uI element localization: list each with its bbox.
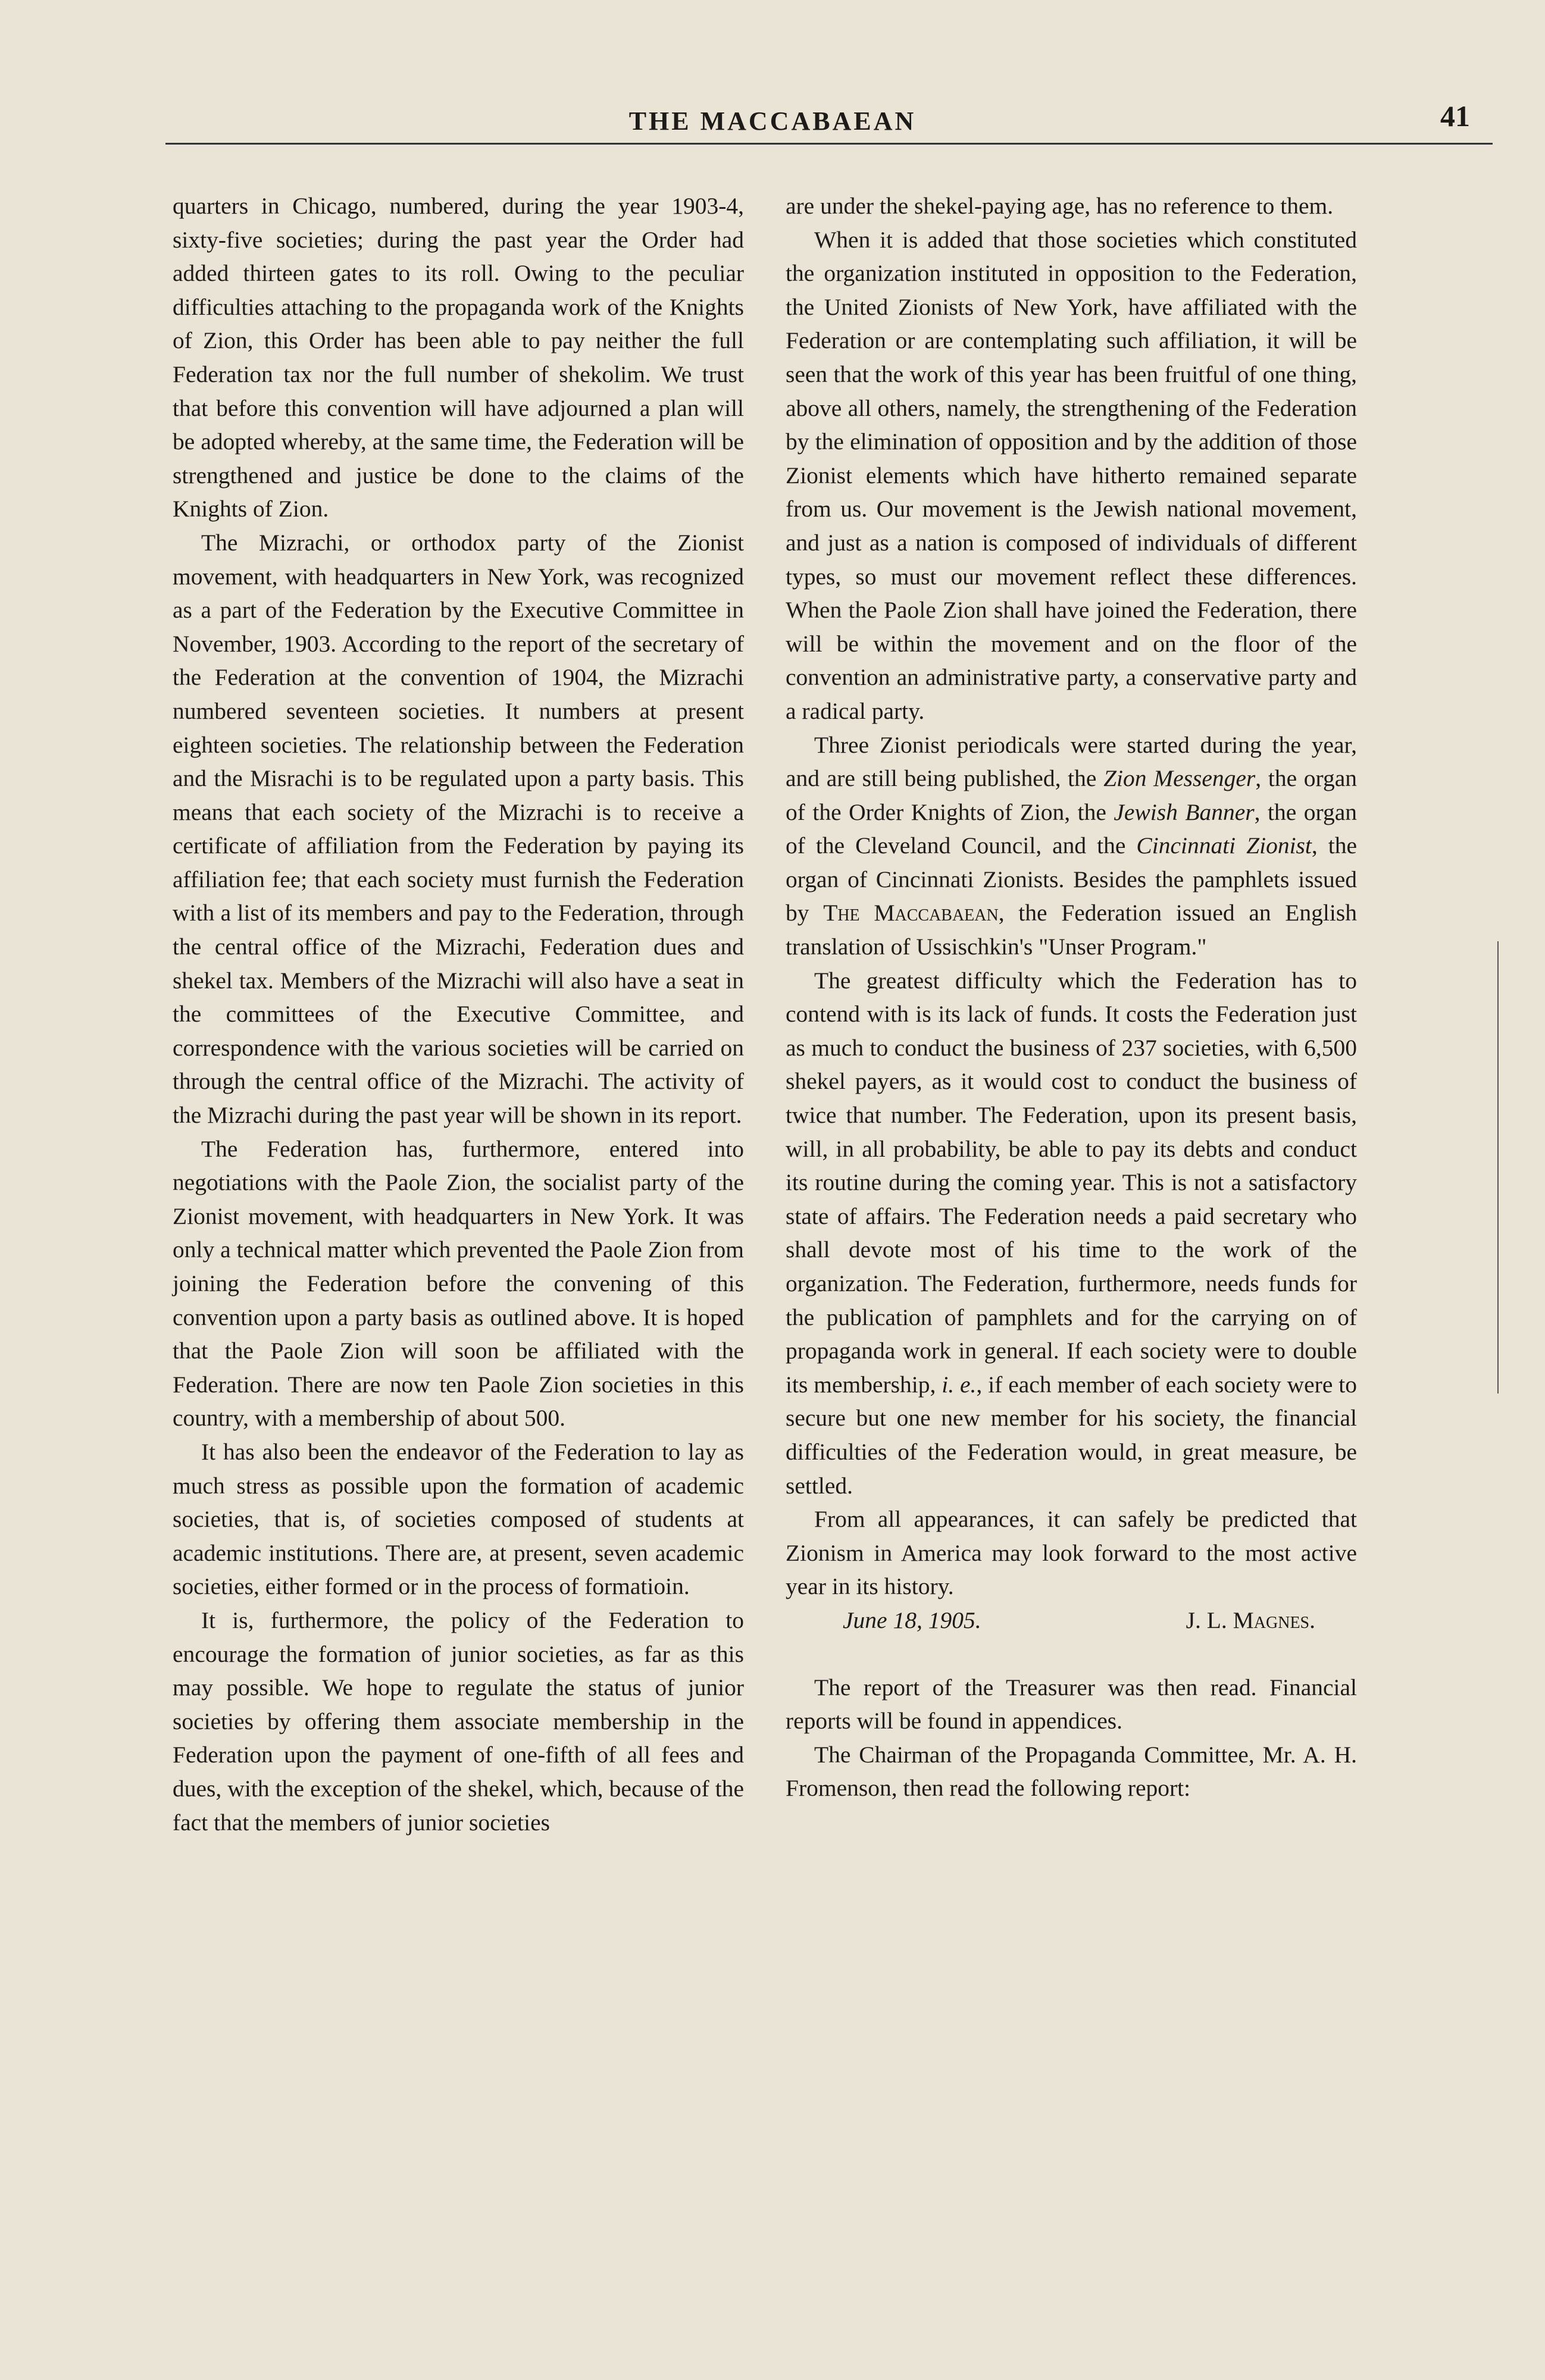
paragraph-text: , if each member of each society were to secure but one new member for his society, the financial difficulties of the Federation would, in great measure, be settled. — [786, 1371, 1357, 1499]
signature-line — [786, 1604, 1357, 1637]
periodical-title: The Maccabaean — [823, 900, 999, 926]
paragraph-funds — [786, 964, 1357, 1503]
paragraph-text: , the organ of the Order Knights of Zion, the — [786, 765, 1357, 825]
paragraph: The Chairman of the Propaganda Committee, Mr. A. H. Fromenson, then read the following report: — [786, 1741, 1357, 1802]
abbreviation: i. e. — [942, 1371, 977, 1398]
paragraph: are under the shekel-paying age, has no reference to them. — [786, 193, 1334, 219]
margin-marking — [1497, 941, 1499, 1393]
periodical-title: Zion Messenger — [1103, 765, 1256, 792]
paragraph: The Mizrachi, or orthodox party of the Zionist movement, with headquarters in New York, was recognized as a part of the Federation by the Executive Committee in November, 1903. According to the report of the secretary of the Federation at the convention of 1904, the Mizrachi numbered seventeen societies. It numbers at present eighteen societies. The relationship between the Federation and the Misrachi is to be regulated upon a party basis. This means that each society of the Mizrachi is to receive a certificate of affiliation from the Federation by paying its affiliation fee; that each society must furnish the Federation with a list of its members and pay to the Federation, through the central office of the Mizrachi, Federation dues and shekel tax. Members of the Mizrachi will also have a seat in the committees of the Executive Committee, and correspondence with the various societies will be carried on through the central office of the Mizrachi. The activity of the Mizrachi during the past year will be shown in its report. — [173, 529, 744, 1129]
paragraph-periodicals — [786, 728, 1357, 964]
paragraph: It is, furthermore, the policy of the Federation to encourage the formation of junior societies, as far as this may possible. We hope to regulate the status of junior societies by offering them associate membership in the Federation upon the payment of one-fifth of all fees and dues, with the exception of the shekel, which, because of the fact that the members of junior societies — [173, 1606, 744, 1836]
periodical-title: Jewish Banner — [1114, 798, 1255, 825]
header-rule — [165, 143, 1493, 145]
paragraph: It has also been the endeavor of the Federation to lay as much stress as possible upon the formation of academic societies, that is, of societies composed of students at academic institutions. There are, at present, seven academic societies, either formed or in the process of formatioin. — [173, 1438, 744, 1600]
paragraph-text: , the organ of the Cleveland Council, and the — [786, 798, 1357, 859]
paragraph: The report of the Treasurer was then read. Financial reports will be found in appendices. — [786, 1674, 1357, 1734]
paragraph: From all appearances, it can safely be predicted that Zionism in America may look forward to the most active year in its history. — [786, 1506, 1357, 1600]
paragraph: When it is added that those societies which constituted the organization instituted in opposition to the Federation, the United Zionists of New York, have affiliated with the Federation or are contemplating such affiliation, it will be seen that the work of this year has been fruitful of one thing, above all others, namely, the strengthening of the Federation by the elimination of opposition and by the addition of those Zionist elements which have hitherto remained separate from us. Our movement is the Jewish national movement, and just as a nation is composed of individuals of different types, so must our movement reflect these differences. When the Paole Zion shall have joined the Federation, there will be within the movement and on the floor of the convention an administrative party, a conservative party and a radical party. — [786, 226, 1357, 724]
paragraph-text: , the organ of Cincinnati Zionists. Besides the pamphlets issued by — [786, 832, 1357, 926]
running-title: THE MACCABAEAN — [628, 107, 917, 136]
right-column — [786, 189, 1357, 1805]
paragraph-text: , the Federation issued an English translation of Ussischkin's "Unser Program." — [786, 900, 1358, 960]
paragraph: quarters in Chicago, numbered, during the year 1903-4, sixty-five societies; during the past year the Order had added thirteen gates to its roll. Owing to the peculiar difficulties attaching to the propaganda work of the Knights of Zion, this Order has been able to pay neither the full Federation tax nor the full number of shekolim. We trust that before this convention will have adjourned a plan will be adopted whereby, at the same time, the Federation will be strengthened and justice be done to the claims of the Knights of Zion. — [173, 193, 744, 522]
paragraph-text: The greatest difficulty which the Federation has to contend with is its lack of funds. It costs the Federation just as much to conduct the business of 237 societies, with 6,500 shekel payers, as it would cost to conduct the business of twice that number. The Federation, upon its present basis, will, in all probability, be able to pay its debts and conduct its routine during the coming year. This is not a satisfactory state of affairs. The Federation needs a paid secretary who shall devote most of his time to the work of the organization. The Federation, furthermore, needs funds for the publication of pamphlets and for the carrying on of propaganda work in general. If each society were to double its membership, — [786, 967, 1357, 1398]
report-author: J. L. Magnes. — [1186, 1606, 1315, 1633]
report-date: June 18, 1905. — [843, 1606, 981, 1633]
periodical-title: Cincinnati Zionist — [1136, 832, 1312, 859]
left-column — [173, 189, 744, 1839]
page-number: 41 — [1440, 99, 1470, 133]
paragraph-text: Three Zionist periodicals were started during the year, and are still being published, the — [786, 731, 1357, 792]
paragraph: The Federation has, furthermore, entered into negotiations with the Paole Zion, the socialist party of the Zionist movement, with headquarters in New York. It was only a technical matter which prevented the Paole Zion from joining the Federation before the convening of this convention upon a party basis as outlined above. It is hoped that the Paole Zion will soon be affiliated with the Federation. There are now ten Paole Zion societies in this country, with a membership of about 500. — [173, 1135, 744, 1432]
